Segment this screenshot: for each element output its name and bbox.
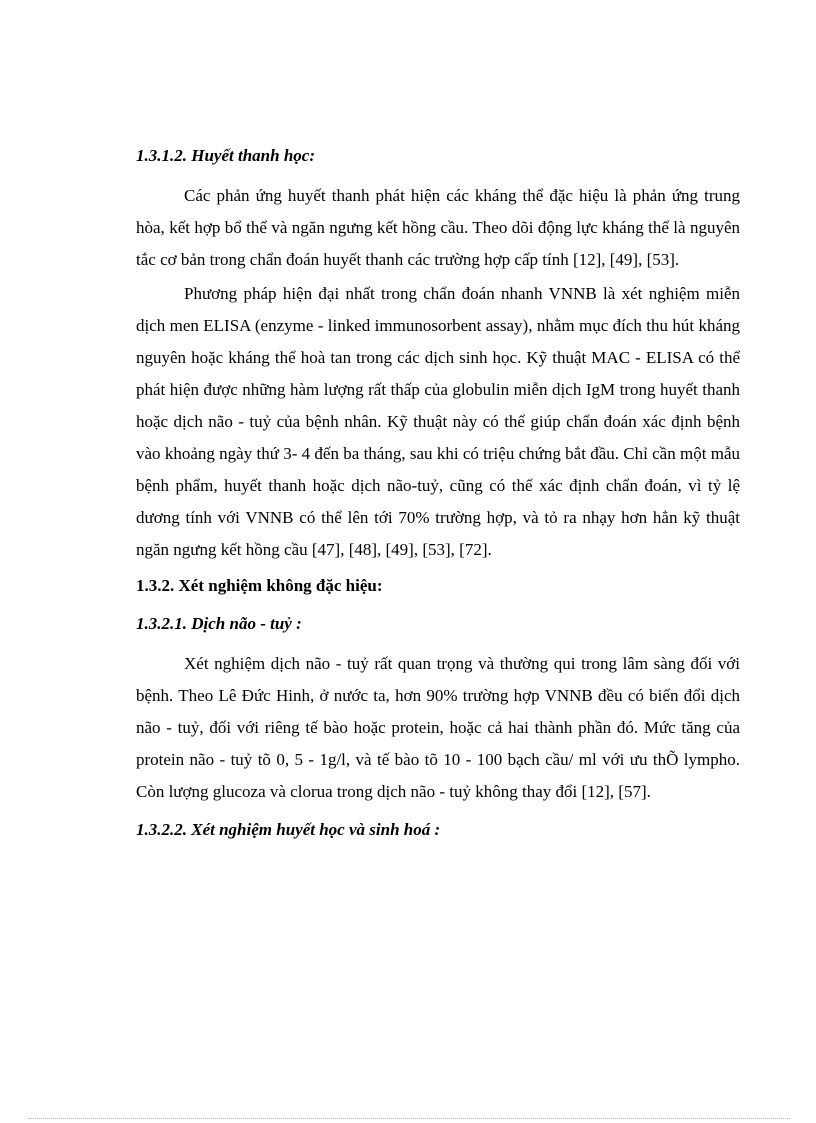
section-heading-serology: 1.3.1.2. Huyết thanh học: [136,146,315,165]
paragraph-serology-1: Các phản ứng huyết thanh phát hiện các kháng thể đặc hiệu là phản ứng trung hòa, kết hợp bổ thể và ngăn ngưng kết hồng cầu. Theo dõi động lực kháng thể là nguyên tắc cơ bản trong chẩn đoán huyết thanh các trường hợp cấp tính [12], [49], [53]. [136,186,740,269]
paragraph-serology-2: Phương pháp hiện đại nhất trong chẩn đoán nhanh VNNB là xét nghiệm miễn dịch men ELISA (enzyme - linked immunosorbent assay), nhằm mục đích thu hút kháng nguyên hoặc kháng thể hoà tan trong các dịch sinh học. Kỹ thuật MAC - ELISA có thể phát hiện được những hàm lượng rất thấp của globulin miễn dịch IgM trong huyết thanh hoặc dịch não - tuỷ của bệnh nhân. Kỹ thuật này có thể giúp chẩn đoán xác định bệnh vào khoảng ngày thứ 3- 4 đến ba tháng, sau khi có triệu chứng bắt đầu. Chỉ cần một mẫu bệnh phẩm, huyết thanh hoặc dịch não-tuỷ, cũng có thể xác định chẩn đoán, vì tỷ lệ dương tính với VNNB có thể lên tới 70% trường hợp, và tỏ ra nhạy hơn hẳn kỹ thuật ngăn ngưng kết hồng cầu [47], [48], [49], [53], [72]. [136,284,740,559]
section-heading-csf: 1.3.2.1. Dịch não - tuỷ : [136,614,302,633]
section-heading-nonspecific-tests: 1.3.2. Xét nghiệm không đặc hiệu: [136,576,383,595]
paragraph-csf: Xét nghiệm dịch não - tuỷ rất quan trọng và thường qui trong lâm sàng đối với bệnh. Theo Lê Đức Hinh, ở nước ta, hơn 90% trường hợp VNNB đều có biến đổi dịch não - tuỷ, đối với riêng tế bào hoặc protein, hoặc cả hai thành phần đó. Mức tăng của protein não - tuỷ tõ 0, 5 - 1g/l, và tế bào tõ 10 - 100 bạch cầu/ ml với ưu thÕ lympho. Còn lượng glucoza và clorua trong dịch não - tuỷ không thay đổi [12], [57]. [136,654,740,801]
section-heading-hematology: 1.3.2.2. Xét nghiệm huyết học và sinh hoá : [136,820,441,839]
page-bottom-divider [28,1118,790,1119]
page-content [136,144,740,854]
